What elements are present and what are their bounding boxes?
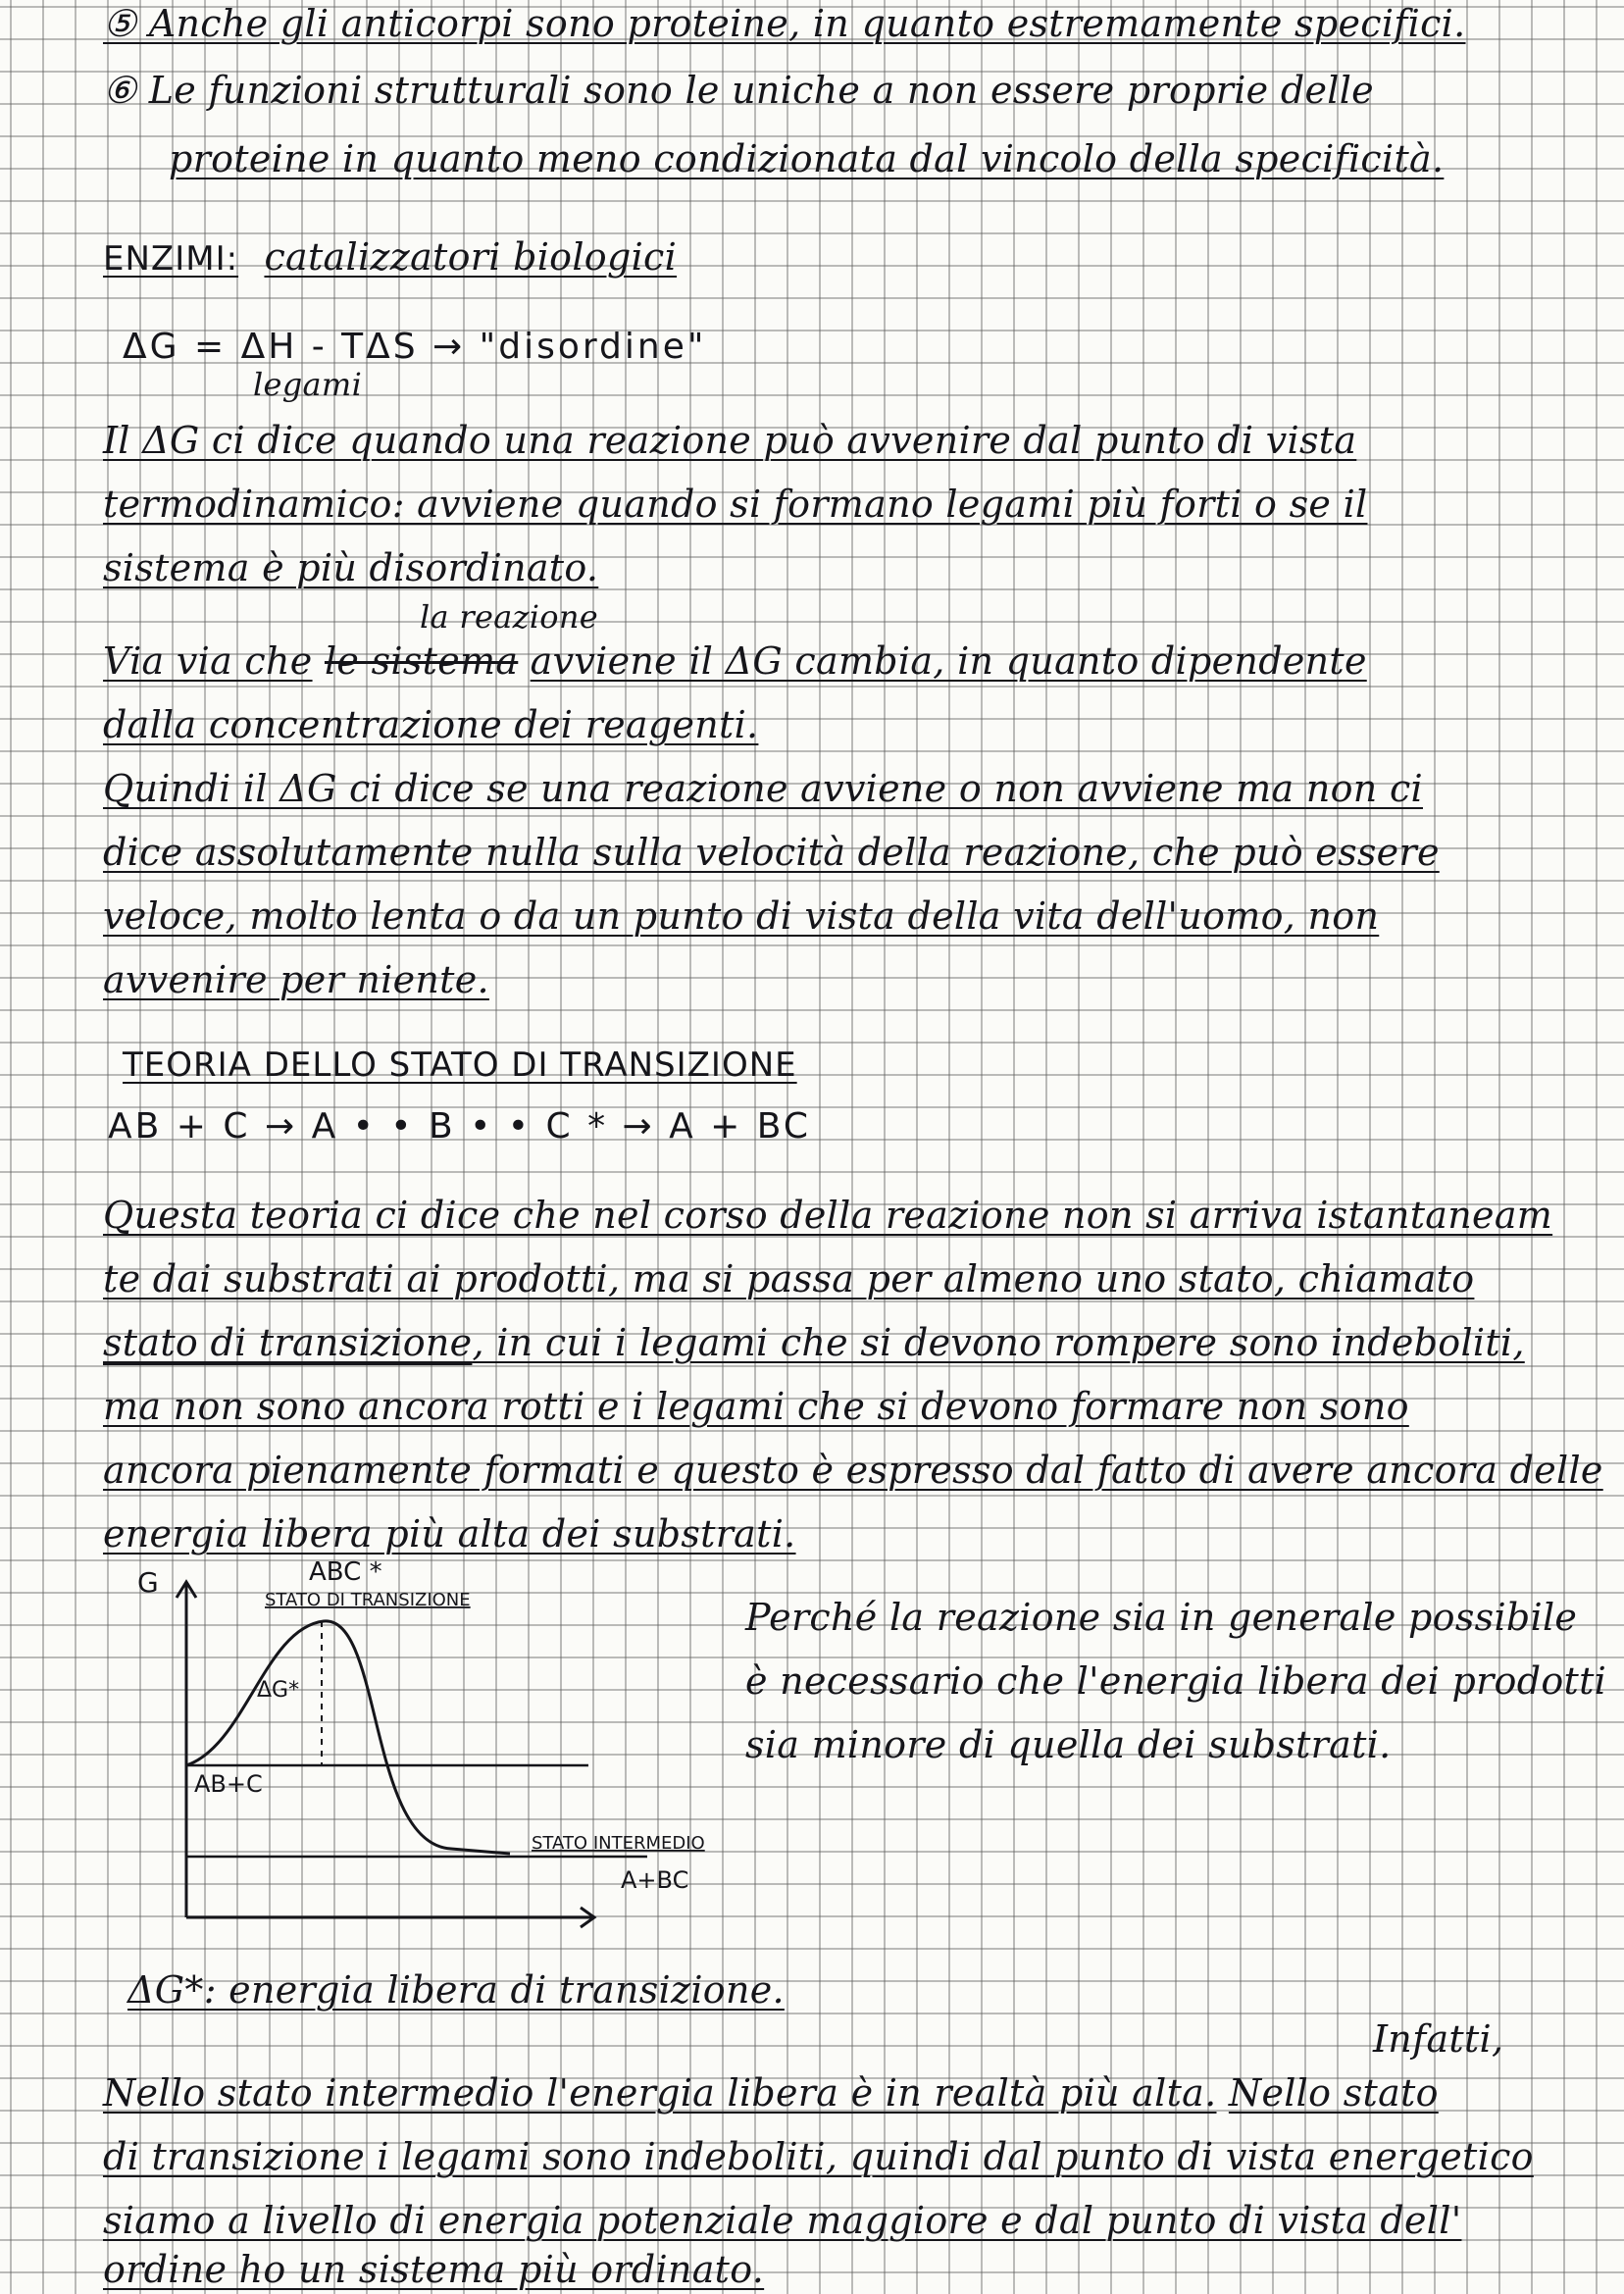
inserted-text: la reazione <box>420 598 599 636</box>
side-note-line-1 <box>745 1594 1577 1641</box>
p4-line-f <box>103 1510 796 1557</box>
p5-line-c <box>103 2197 1461 2244</box>
reactant-label: AB+C <box>194 1770 263 1798</box>
p4-line-a <box>103 1192 1552 1239</box>
text-p5c: siamo a livello di energia potenziale maggiore e dal punto di vista dell' <box>103 2199 1462 2242</box>
text-p1c: sistema è più disordinato. <box>103 546 599 589</box>
side-note-1: Perché la reazione sia in generale possibile <box>745 1596 1578 1639</box>
infatti-text: Infatti, <box>1373 2017 1504 2061</box>
peak-caption: STATO DI TRANSIZIONE <box>265 1590 471 1610</box>
text-p4c-term: stato di transizione <box>103 1321 473 1364</box>
p5-line-b <box>103 2133 1534 2180</box>
text-p1b: termodinamico: avviene quando si formano legami più forti o se il <box>103 483 1368 526</box>
side-note-line-3 <box>745 1721 1392 1768</box>
side-note-line-2 <box>745 1657 1606 1705</box>
text-p2a-end: avviene il ΔG cambia, in quanto dipendente <box>530 639 1367 683</box>
p4-line-b <box>103 1255 1474 1302</box>
p1-line-b <box>103 481 1367 528</box>
teoria-heading-line <box>123 1040 797 1089</box>
text-specificity: proteine in quanto meno condizionata dal vincolo della specificità. <box>169 137 1445 180</box>
p2-line-a <box>103 637 1367 685</box>
dg-definition-line <box>127 1966 785 2014</box>
reaction-line <box>108 1103 811 1150</box>
text-p2b: dalla concentrazione dei reagenti. <box>103 703 759 746</box>
side-note-2: è necessario che l'energia libera dei prodotti <box>745 1659 1607 1703</box>
enzimi-heading-line <box>103 233 677 282</box>
text-p4d: ma non sono ancora rotti e i legami che si devono formare non sono <box>103 1385 1409 1428</box>
text-p4c-rest: , in cui i legami che si devono rompere sono indeboliti, <box>472 1321 1525 1364</box>
text-p4e: ancora pienamente formati e questo è espresso dal fatto di avere ancora delle <box>103 1449 1603 1492</box>
side-note-3: sia minore di quella dei substrati. <box>745 1723 1392 1766</box>
p4-line-d <box>103 1383 1409 1430</box>
insert-line <box>420 593 598 640</box>
text-p1a: Il ΔG ci dice quando una reazione può avvenire dal punto di vista <box>103 419 1357 462</box>
delta-g-label: ΔG* <box>257 1678 300 1703</box>
text-antibodies: ⑤ Anche gli anticorpi sono proteine, in quanto estremamente specifici. <box>103 2 1466 45</box>
y-axis-label: G <box>137 1566 159 1599</box>
enzimi-subtitle: catalizzatori biologici <box>264 235 678 279</box>
text-p5b: di transizione i legami sono indeboliti, quindi dal punto di vista energetico <box>103 2135 1534 2178</box>
text-p3c: veloce, molto lenta o da un punto di vista della vita dell'uomo, non <box>103 894 1380 938</box>
gibbs-formula <box>123 324 706 371</box>
energy-diagram <box>127 1557 705 1957</box>
text-structural-functions: ⑥ Le funzioni strutturali sono le uniche a non essere proprie delle <box>103 69 1374 112</box>
p3-line-d <box>103 956 489 1003</box>
p4-line-c <box>103 1319 1525 1366</box>
reaction-equation: AB + C → A • • B • • C * → A + BC <box>108 1106 811 1147</box>
teoria-heading: TEORIA DELLO STATO DI TRANSIZIONE <box>123 1045 797 1085</box>
p3-line-c <box>103 892 1379 940</box>
text-p4f: energia libera più alta dei substrati. <box>103 1512 796 1555</box>
note-line-structural <box>103 67 1374 114</box>
p5-line-a <box>103 2069 1439 2116</box>
p4-line-e <box>103 1447 1603 1494</box>
note-line-antibodies <box>103 0 1466 47</box>
text-p2a-start: Via via che <box>103 639 313 683</box>
text-p4a: Questa teoria ci dice che nel corso della reazione non si arriva istantaneam <box>103 1194 1553 1237</box>
p1-line-a <box>103 417 1356 464</box>
formula-subscript-line <box>253 361 362 408</box>
text-p3b: dice assolutamente nulla sulla velocità della reazione, che può essere <box>103 831 1440 874</box>
p5-line-d <box>103 2246 764 2293</box>
product-caption: STATO INTERMEDIO <box>532 1833 705 1854</box>
product-label: A+BC <box>621 1866 689 1894</box>
p3-line-a <box>103 765 1423 812</box>
p2-line-b <box>103 701 758 748</box>
text-p4b: te dai substrati ai prodotti, ma si passa per almeno uno stato, chiamato <box>103 1257 1475 1300</box>
infatti-line <box>1373 2015 1503 2063</box>
p1-line-c <box>103 544 598 591</box>
peak-label: ABC * <box>309 1557 382 1587</box>
struck-text: le sistema <box>324 639 519 683</box>
text-p3a: Quindi il ΔG ci dice se una reazione avviene o non avviene ma non ci <box>103 767 1423 810</box>
p3-line-b <box>103 829 1440 876</box>
text-p5a-rest: Nello stato <box>1228 2071 1439 2115</box>
energy-curve <box>186 1621 510 1854</box>
note-line-specificity <box>169 135 1444 182</box>
enzimi-heading: ENZIMI: <box>103 239 239 279</box>
dg-definition: ΔG*: energia libera di transizione. <box>127 1968 785 2012</box>
text-p5d: ordine ho un sistema più ordinato. <box>103 2248 765 2291</box>
text-p3d: avvenire per niente. <box>103 958 489 1001</box>
text-p5a: Nello stato intermedio l'energia libera è in realtà più alta. <box>103 2071 1217 2115</box>
formula-subscript: legami <box>253 366 363 403</box>
formula-text: ΔG = ΔH - TΔS → "disordine" <box>123 327 707 367</box>
